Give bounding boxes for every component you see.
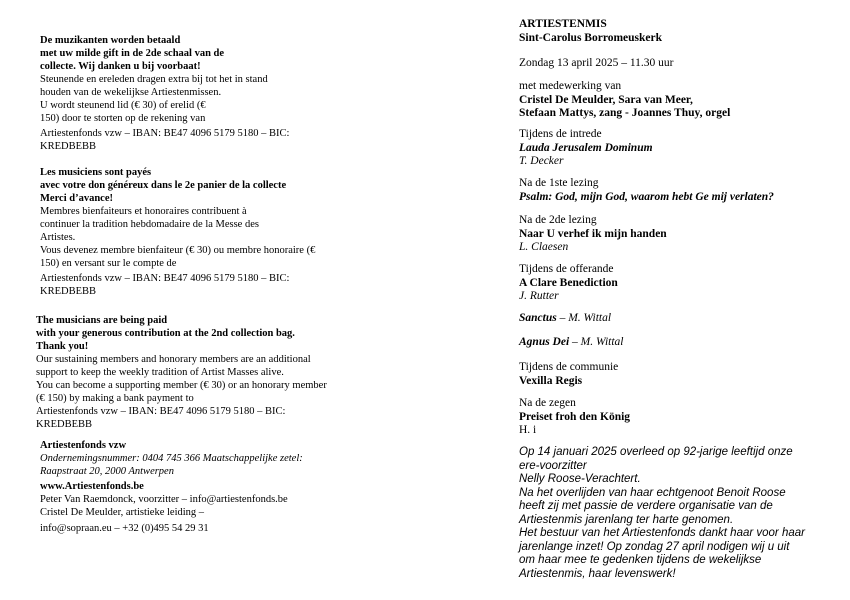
en-text-line: Our sustaining members and honorary members are an additional <box>36 354 311 365</box>
en-text-line: (€ 150) by making a bank payment to <box>36 393 194 404</box>
memorial-line: ere-voorzitter <box>519 459 587 472</box>
program-moment: Tijdens de communie <box>519 361 619 373</box>
dutch-notice <box>40 34 289 153</box>
church-name: Sint-Carolus Borromeuskerk <box>519 31 663 44</box>
performers-line: Stefaan Mattys, zang - Joannes Thuy, orgel <box>519 107 731 119</box>
program-composer: T. Decker <box>519 155 564 167</box>
en-bic-line: KREDBEBB <box>36 419 93 430</box>
page-title: ARTIESTENMIS <box>519 18 607 30</box>
fr-text-line: 150) en versant sur le compte de <box>40 258 177 269</box>
program-piece: A Clare Benediction <box>519 276 618 289</box>
program-composer: L. Claesen <box>519 241 569 253</box>
fr-text-line: Vous devenez membre bienfaiteur (€ 30) ou membre honoraire (€ <box>40 245 316 256</box>
fr-bic-line: KREDBEBB <box>40 286 97 297</box>
fr-heading-line: Merci d’avance! <box>40 193 113 204</box>
program-moment: Na de 2de lezing <box>519 214 597 226</box>
website-link[interactable]: www.Artiestenfonds.be <box>40 481 144 492</box>
program-composer: J. Rutter <box>519 290 559 302</box>
en-heading-line: The musicians are being paid <box>36 315 168 326</box>
contact-line: info@sopraan.eu – +32 (0)495 54 29 31 <box>40 523 209 534</box>
program-piece: Lauda Jerusalem Dominum <box>519 141 653 154</box>
en-heading-line: Thank you! <box>36 341 89 352</box>
mass-date <box>519 57 673 71</box>
program-moment: Tijdens de intrede <box>519 128 602 140</box>
program-agnus <box>519 336 623 350</box>
performers <box>519 80 730 121</box>
memorial-line: Artiestenmis, haar levenswerk! <box>519 567 676 580</box>
program-offerande <box>519 263 618 304</box>
en-text-line: You can become a supporting member (€ 30) or an honorary member <box>36 380 327 391</box>
company-address: Raapstraat 20, 2000 Antwerpen <box>40 466 174 477</box>
memorial-line: Nelly Roose-Verachtert. <box>519 473 641 485</box>
program-piece: Naar U verhef ik mijn handen <box>519 227 667 240</box>
program-moment: Tijdens de offerande <box>519 263 614 275</box>
program-sanctus <box>519 312 611 326</box>
fr-text-line: Artistes. <box>40 232 76 243</box>
fr-heading-line: Les musiciens sont payés <box>40 167 152 178</box>
sanctus-title: Sanctus <box>519 312 557 324</box>
program-piece: Psalm: God, mijn God, waarom hebt Ge mij verlaten? <box>519 190 774 203</box>
memorial-line: Op 14 januari 2025 overleed op 92-jarige leeftijd onze <box>519 446 793 458</box>
nl-text-line: houden van de wekelijkse Artiestenmissen. <box>40 87 222 98</box>
nl-iban-line: Artiestenfonds vzw – IBAN: BE47 4096 5179 5180 – BIC: <box>40 128 290 139</box>
sanctus-composer: – M. Wittal <box>556 312 612 324</box>
english-notice <box>36 314 327 431</box>
en-heading-line: with your generous contribution at the 2nd collection bag. <box>36 328 295 339</box>
program-communie <box>519 361 618 388</box>
memorial-line: Het bestuur van het Artiestenfonds dankt haar voor haar <box>519 527 805 539</box>
memorial-line: heeft zij met passie de verdere organisatie van de <box>519 500 773 512</box>
program-moment: Na de zegen <box>519 397 576 409</box>
company-number: Ondernemingsnummer: 0404 745 366 Maatschappelijke zetel: <box>40 453 303 464</box>
with-label: met medewerking van <box>519 80 622 92</box>
agnus-title: Agnus Dei <box>519 336 570 348</box>
agnus-composer: – M. Wittal <box>569 336 624 348</box>
memorial-notice <box>519 446 805 581</box>
memorial-line: om haar mee te gedenken tijdens de wekelijkse <box>519 554 762 566</box>
program-lezing-2 <box>519 214 667 255</box>
memorial-line: jarenlange inzet! Op zondag 27 april nodigen wij u uit <box>519 540 790 553</box>
fr-heading-line: avec votre don généreux dans le 2e panier de la collecte <box>40 180 287 191</box>
en-iban-line: Artiestenfonds vzw – IBAN: BE47 4096 5179 5180 – BIC: <box>36 406 286 417</box>
en-text-line: support to keep the weekly tradition of Artist Masses alive. <box>36 367 284 378</box>
memorial-line: Na het overlijden van haar echtgenoot Benoit Roose <box>519 486 786 499</box>
mass-header <box>519 18 662 45</box>
nl-text-line: U wordt steunend lid (€ 30) of erelid (€ <box>40 100 206 111</box>
org-name: Artiestenfonds vzw <box>40 440 127 451</box>
date-line: Zondag 13 april 2025 – 11.30 uur <box>519 57 674 69</box>
nl-heading-line: De muzikanten worden betaald <box>40 35 181 46</box>
fr-text-line: continuer la tradition hebdomadaire de la Messe des <box>40 219 259 230</box>
nl-bic-line: KREDBEBB <box>40 141 97 152</box>
program-zegen <box>519 397 630 438</box>
director-line: Cristel De Meulder, artistieke leiding – <box>40 507 205 518</box>
program-composer: H. i <box>519 424 537 436</box>
footer-contact <box>40 439 303 535</box>
fr-iban-line: Artiestenfonds vzw – IBAN: BE47 4096 5179 5180 – BIC: <box>40 273 290 284</box>
french-notice <box>40 166 315 298</box>
nl-text-line: Steunende en ereleden dragen extra bij tot het in stand <box>40 74 268 85</box>
memorial-line: Artiestenmis jarenlang ter harte genomen. <box>519 513 734 526</box>
nl-heading-line: met uw milde gift in de 2de schaal van de <box>40 48 225 59</box>
program-piece: Preiset froh den König <box>519 410 631 423</box>
nl-heading-line: collecte. Wij danken u bij voorbaat! <box>40 61 201 72</box>
fr-text-line: Membres bienfaiteurs et honoraires contribuent à <box>40 206 247 217</box>
chair-line: Peter Van Raemdonck, voorzitter – info@artiestenfonds.be <box>40 494 288 505</box>
performers-line: Cristel De Meulder, Sara van Meer, <box>519 93 693 106</box>
program-piece: Vexilla Regis <box>519 374 583 387</box>
nl-text-line: 150) door te storten op de rekening van <box>40 113 206 124</box>
program-intrede <box>519 128 653 169</box>
program-lezing-1 <box>519 177 774 204</box>
program-moment: Na de 1ste lezing <box>519 177 599 189</box>
